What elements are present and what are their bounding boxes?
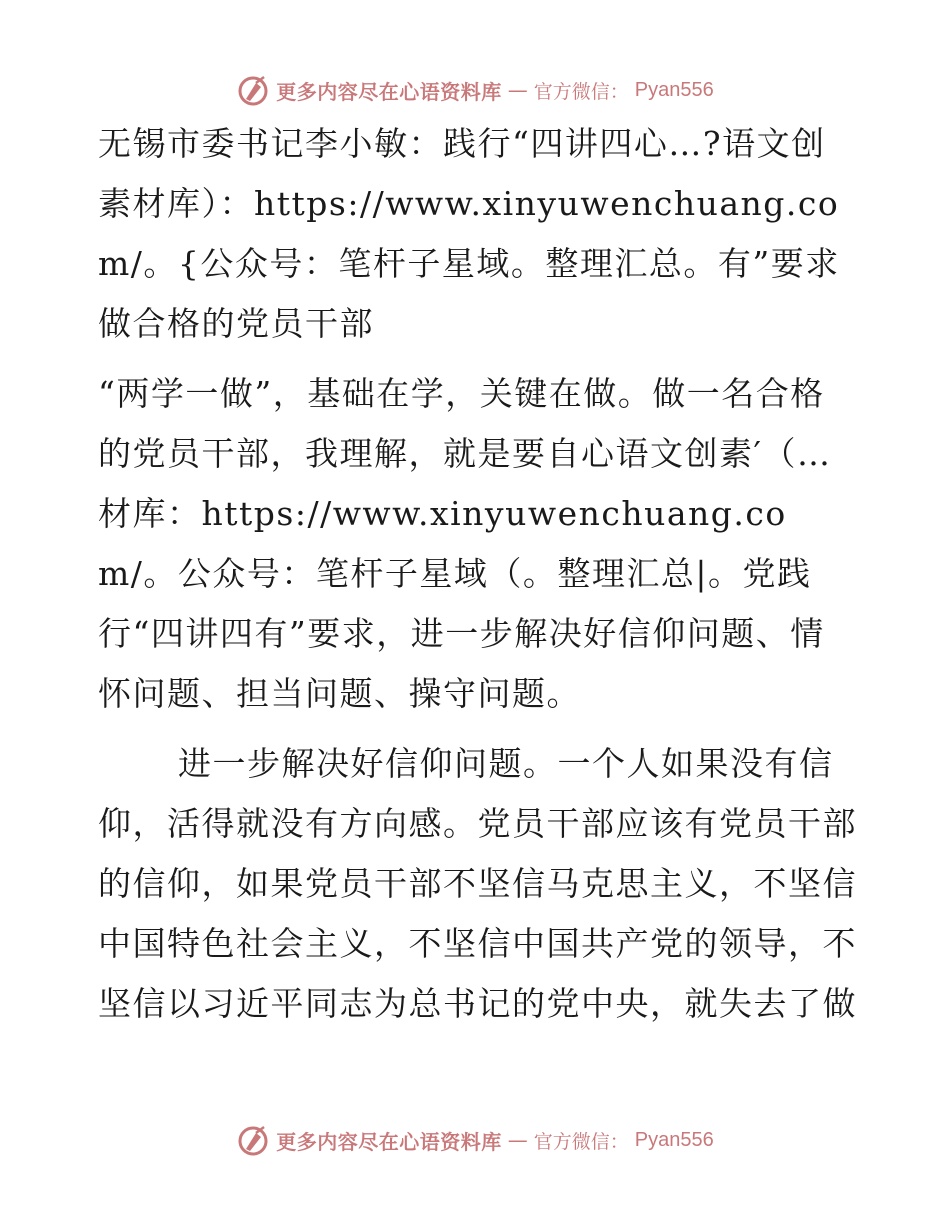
document-body: [98, 114, 858, 1034]
watermark-wechat-id: Pyan556: [634, 1128, 714, 1151]
watermark-label: 官方微信：: [533, 1130, 629, 1153]
watermark-main-text: 更多内容尽在心语资料库: [276, 79, 502, 104]
watermark-dash: —: [507, 1128, 528, 1152]
paragraph-title: 无锡市委书记李小敏：践行“四讲四心…?语文创素材库）：https://www.xinyuwenchuang.com/。{公众号：笔杆子星域。整理汇总。有”要求 做合格的党员干部: [98, 124, 840, 343]
watermark-wechat-id: Pyan556: [634, 78, 714, 101]
paragraph-intro: “两学一做”，基础在学，关键在做。做一名合格的党员干部，我理解，就是要自心语文创素′（…材库：https://www.xinyuwenchuang.com/。公众号：笔杆子星域（。整理汇总|。党践行“四讲四有”要求，进一步解决好信仰问题、情怀问题、担当问题、操守问题。: [98, 374, 832, 713]
pen-nib-circle-icon: [236, 73, 270, 107]
watermark-label: 官方微信：: [533, 80, 629, 103]
pen-nib-circle-icon: [236, 1123, 270, 1157]
paragraph-faith: 进一步解决好信仰问题。一个人如果没有信仰，活得就没有方向感。党员干部应该有党员干部的信仰，如果党员干部不坚信马克思主义，不坚信中国特色社会主义，不坚信中国共产党的领导，不坚信以习近平同志为总书记的党中央，就失去了做: [98, 744, 857, 1023]
watermark-dash: —: [507, 78, 528, 102]
header-watermark: [0, 70, 950, 110]
watermark-main-text: 更多内容尽在心语资料库: [276, 1129, 502, 1154]
footer-watermark: [0, 1120, 950, 1160]
